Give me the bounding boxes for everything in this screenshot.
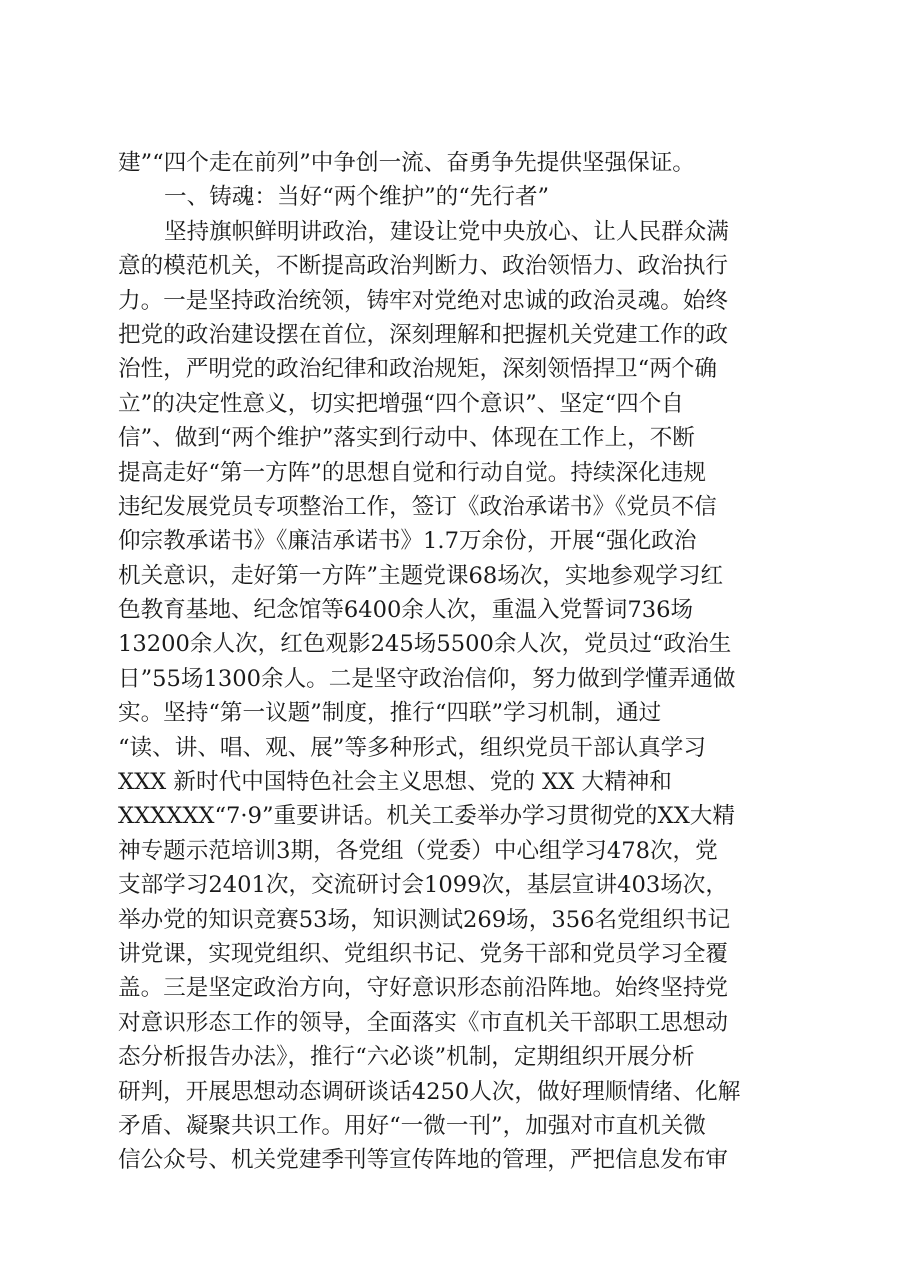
text-line: 神专题示范培训3期，各党组（党委）中心组学习478次，党	[118, 837, 718, 864]
text-line: 信”、做到“两个维护”落实到行动中、体现在工作上，不断	[118, 425, 695, 452]
text-line: 提高走好“第一方阵”的思想自觉和行动自觉。持续深化违规	[118, 459, 706, 486]
text-line: 把党的政治建设摆在首位，深刻理解和把握机关党建工作的政	[118, 321, 729, 348]
text-line: 意的模范机关，不断提高政治判断力、政治领悟力、政治执行	[118, 253, 729, 280]
text-line: 色教育基地、纪念馆等6400余人次，重温入党誓词736场	[118, 597, 694, 624]
text-line: 仰宗教承诺书》《廉洁承诺书》1.7万余份，开展“强化政治	[118, 528, 697, 555]
text-line: 违纪发展党员专项整治工作，签订《政治承诺书》《党员不信	[118, 493, 717, 520]
text-line: 日”55场1300余人。二是坚守政治信仰，努力做到学懂弄通做	[118, 665, 736, 692]
text-line: 坚持旗帜鲜明讲政治，建设让党中央放心、让人民群众满	[164, 218, 729, 245]
text-line: 机关意识，走好第一方阵”主题党课68场次，实地参观学习红	[118, 562, 724, 589]
text-line: 盖。三是坚定政治方向，守好意识形态前沿阵地。始终坚持党	[118, 975, 729, 1002]
text-line: 建”“四个走在前列”中争创一流、奋勇争先提供坚强保证。	[118, 150, 695, 176]
text-line: XXX 新时代中国特色社会主义思想、党的 XX 大精神和	[118, 769, 672, 796]
text-line: 信公众号、机关党建季刊等宣传阵地的管理，严把信息发布审	[118, 1147, 729, 1174]
text-line: “读、讲、唱、观、展”等多种形式，组织党员干部认真学习	[118, 734, 706, 761]
text-line: 支部学习2401次，交流研讨会1099次，基层宣讲403场次，	[118, 872, 728, 899]
text-line: 力。一是坚持政治统领，铸牢对党绝对忠诚的政治灵魂。始终	[118, 287, 729, 314]
text-line: 讲党课，实现党组织、党组织书记、党务干部和党员学习全覆	[118, 940, 729, 967]
text-line: 研判，开展思想动态调研谈话4250人次，做好理顺情绪、化解	[118, 1078, 741, 1105]
text-line: 实。坚持“第一议题”制度，推行“四联”学习机制，通过	[118, 700, 662, 727]
text-line: XXXXXX“7·9”重要讲话。机关工委举办学习贯彻党的XX大精	[118, 803, 735, 830]
section-heading: 一、铸魂：当好“两个维护”的“先行者”	[164, 184, 550, 211]
document-body	[118, 146, 798, 1178]
text-line: 13200余人次，红色观影245场5500余人次，党员过“政治生	[118, 631, 732, 658]
text-line: 举办党的知识竞赛53场，知识测试269场，356名党组织书记	[118, 906, 731, 933]
text-line: 对意识形态工作的领导，全面落实《市直机关干部职工思想动	[118, 1009, 729, 1036]
text-line: 治性，严明党的政治纪律和政治规矩，深刻领悟捍卫“两个确	[118, 356, 717, 383]
text-line: 立”的决定性意义，切实把增强“四个意识”、坚定“四个自	[118, 390, 684, 417]
text-line: 态分析报告办法》，推行“六必谈”机制，定期组织开展分析	[118, 1044, 695, 1071]
text-line: 矛盾、凝聚共识工作。用好“一微一刊”，加强对市直机关微	[118, 1112, 706, 1139]
